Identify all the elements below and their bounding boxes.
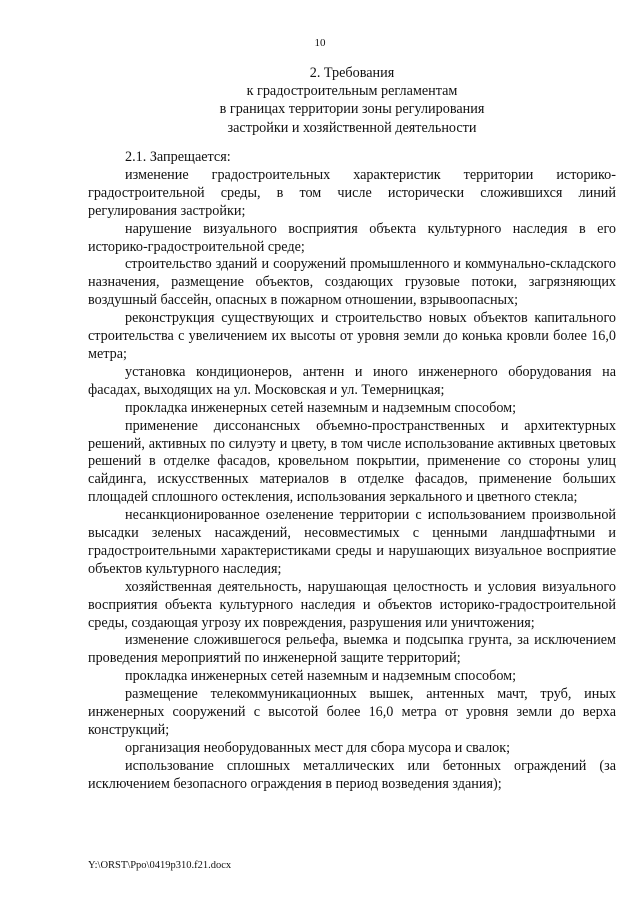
prohibition-item: изменение градостроительных характеристик территории историко-градостроительной среды, в том числе исторически сложившихся линий регулирования застройки; (88, 166, 616, 219)
page-number: 10 (314, 37, 326, 49)
document-body (88, 149, 616, 794)
heading-line: застройки и хозяйственной деятельности (227, 119, 477, 136)
prohibition-item: хозяйственная деятельность, нарушающая целостность и условия визуального восприятия объекта культурного наследия и объектов историко-градостроительной среды, создающая угрозу их повреждения, разрушения или уничтожения; (88, 578, 616, 631)
prohibition-item: нарушение визуального восприятия объекта культурного наследия в его историко-градостроительной среде; (88, 220, 616, 255)
prohibition-item: организация необорудованных мест для сбора мусора и свалок; (125, 739, 511, 756)
file-path-footer: Y:\ORST\Ppo\0419p310.f21.docx (88, 860, 232, 871)
prohibition-item: реконструкция существующих и строительство новых объектов капитального строительства с увеличением их высоты от уровня земли до конька кровли более 16,0 метра; (88, 310, 616, 362)
prohibition-item: строительство зданий и сооружений промышленного и коммунально-складского назначения, размещение объектов, создающих грузовые потоки, загрязняющих воздушный бассейн, опасных в пожарном отношении, взрывоопасных; (88, 256, 616, 309)
prohibition-item: изменение сложившегося рельефа, выемка и подсыпка грунта, за исключением проведения мероприятий по инженерной защите территорий; (88, 632, 616, 667)
section-heading (88, 64, 616, 137)
prohibition-item: применение диссонансных объемно-пространственных и архитектурных решений, активных по силуэту и цвету, в том числе использование активных цветовых решений в отделке фасадов, кровельном покрытии, применение со стороны улиц сайдинга, искусственных материалов в отделке фасадов, применение больших площадей сплошного остекления, использования зеркального и цветного стекла; (88, 417, 616, 506)
prohibition-item: размещение телекоммуникационных вышек, антенных мачт, труб, иных инженерных сооружений с высотой более 16,0 метра от уровня земли до верха конструкций; (88, 686, 616, 738)
prohibition-item: использование сплошных металлических или бетонных ограждений (за исключением безопасного ограждения в период возведения здания); (88, 757, 616, 792)
prohibition-item: прокладка инженерных сетей наземным и надземным способом; (125, 668, 517, 685)
prohibition-item: несанкционированное озеленение территории с использованием произвольной высадки зеленых насаждений, несовместимых с ценными ландшафтными и градостроительными характеристиками среды и нарушающих визуальное восприятие объектов культурного наследия; (88, 507, 616, 577)
heading-line: в границах территории зоны регулирования (219, 101, 485, 118)
heading-line: к градостроительным регламентам (246, 83, 458, 100)
prohibition-item: установка кондиционеров, антенн и иного инженерного оборудования на фасадах, выходящих на ул. Московская и ул. Темерницкая; (88, 363, 616, 398)
subsection-title: 2.1. Запрещается: (125, 149, 231, 165)
heading-line: 2. Требования (309, 65, 395, 81)
prohibition-item: прокладка инженерных сетей наземным и надземным способом; (125, 399, 517, 416)
